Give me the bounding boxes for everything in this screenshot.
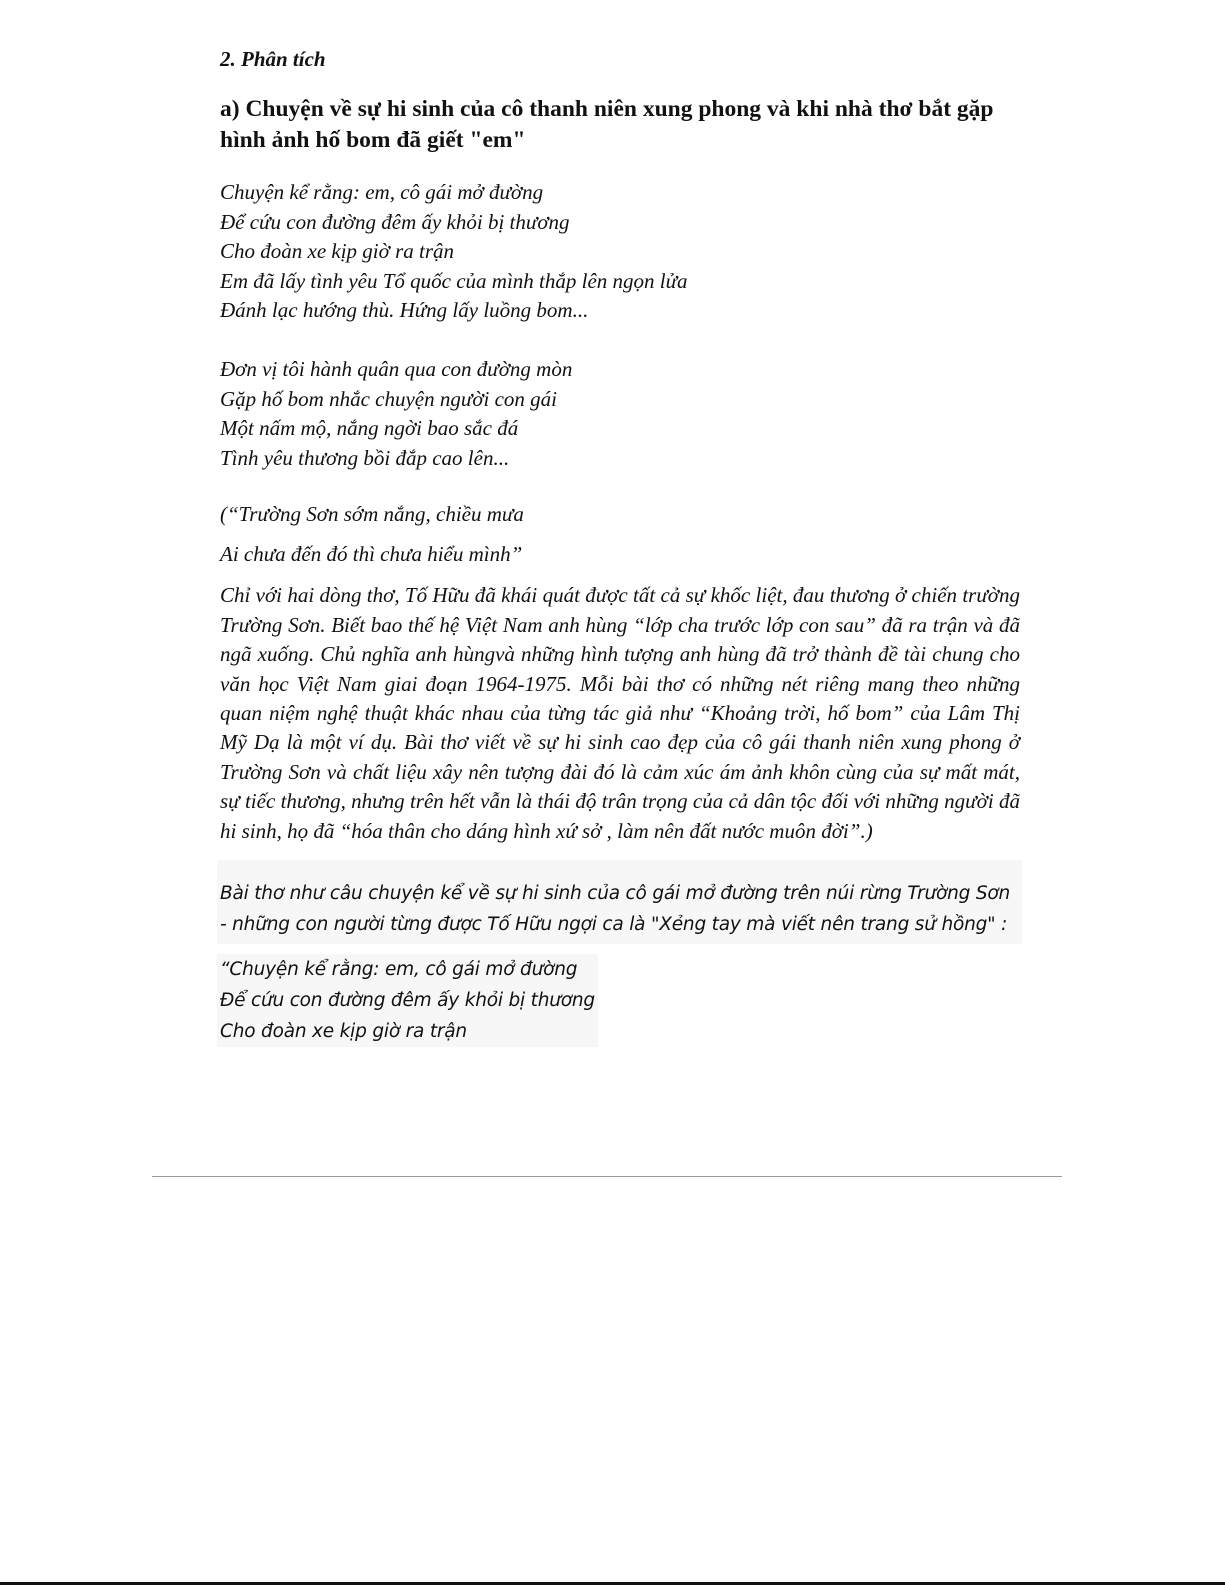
quote-line: (“Trường Sơn sớm nắng, chiều mưa (220, 502, 524, 527)
excerpt-line: Để cứu con đường đêm ấy khỏi bị thương (220, 990, 595, 1011)
poem-line: Một nấm mộ, nắng ngời bao sắc đá (220, 416, 519, 441)
page-divider (152, 1176, 1062, 1177)
poem-line: Em đã lấy tình yêu Tổ quốc của mình thắp lên ngọn lửa (220, 268, 688, 293)
poem-line: Cho đoàn xe kịp giờ ra trận (220, 239, 455, 264)
document-page (220, 44, 1020, 1047)
poem-stanza-1 (220, 178, 1020, 326)
excerpt-line: Cho đoàn xe kịp giờ ra trận (220, 1021, 467, 1042)
poem-line: Gặp hố bom nhắc chuyện người con gái (220, 386, 558, 411)
intro-line: - những con người từng được Tố Hữu ngợi ca là "Xẻng tay mà viết nên trang sử hồng" : (220, 914, 1008, 935)
intro-paragraph (217, 860, 1022, 944)
section-heading: 2. Phân tích (220, 47, 326, 71)
poem-excerpt (217, 954, 598, 1047)
poem-line: Để cứu con đường đêm ấy khỏi bị thương (220, 209, 570, 234)
poem-stanza-2 (220, 355, 1020, 473)
quote-line: Ai chưa đến đó thì chưa hiểu mình” (220, 542, 523, 567)
poem-line: Đơn vị tôi hành quân qua con đường mòn (220, 356, 573, 381)
intro-line: Bài thơ như câu chuyện kể về sự hi sinh của cô gái mở đường trên núi rừng Trường Sơn (220, 883, 1011, 904)
poem-line: Tình yêu thương bồi đắp cao lên... (220, 445, 510, 470)
analysis-paragraph: Chỉ với hai dòng thơ, Tố Hữu đã khái quát được tất cả sự khốc liệt, đau thương ở chiến trường Trường Sơn. Biết bao thế hệ Việt Nam anh hùng “lớp cha trước lớp con sau” đã ra trận và đã ngã xuống. Chủ nghĩa anh hùngvà những hình tượng anh hùng đã trở thành đề tài chung cho văn học Việt Nam giai đoạn 1964-1975. Mỗi bài thơ có những nét riêng mang theo những quan niệm nghệ thuật khác nhau của từng tác giả như “Khoảng trời, hố bom” của Lâm Thị Mỹ Dạ là một ví dụ. Bài thơ viết về sự hi sinh cao đẹp của cô gái thanh niên xung phong ở Trường Sơn và chất liệu xây nên tượng đài đó là cảm xúc ám ảnh khôn cùng của sự mất mát, sự tiếc thương, nhưng trên hết vẫn là thái độ trân trọng của cả dân tộc đối với những người đã hi sinh, họ đã “hóa thân cho dáng hình xứ sở , làm nên đất nước muôn đời”.) (220, 583, 1020, 843)
poem-line: Chuyện kể rằng: em, cô gái mở đường (220, 180, 544, 204)
poem-line: Đánh lạc hướng thù. Hứng lấy luồng bom... (220, 298, 589, 323)
sub-heading: a) Chuyện về sự hi sinh của cô thanh niên xung phong và khi nhà thơ bắt gặp hình ảnh hố bom đã giết "em" (220, 96, 994, 153)
excerpt-line: “Chuyện kể rằng: em, cô gái mở đường (220, 959, 578, 980)
stanza-spacer (220, 326, 1020, 355)
